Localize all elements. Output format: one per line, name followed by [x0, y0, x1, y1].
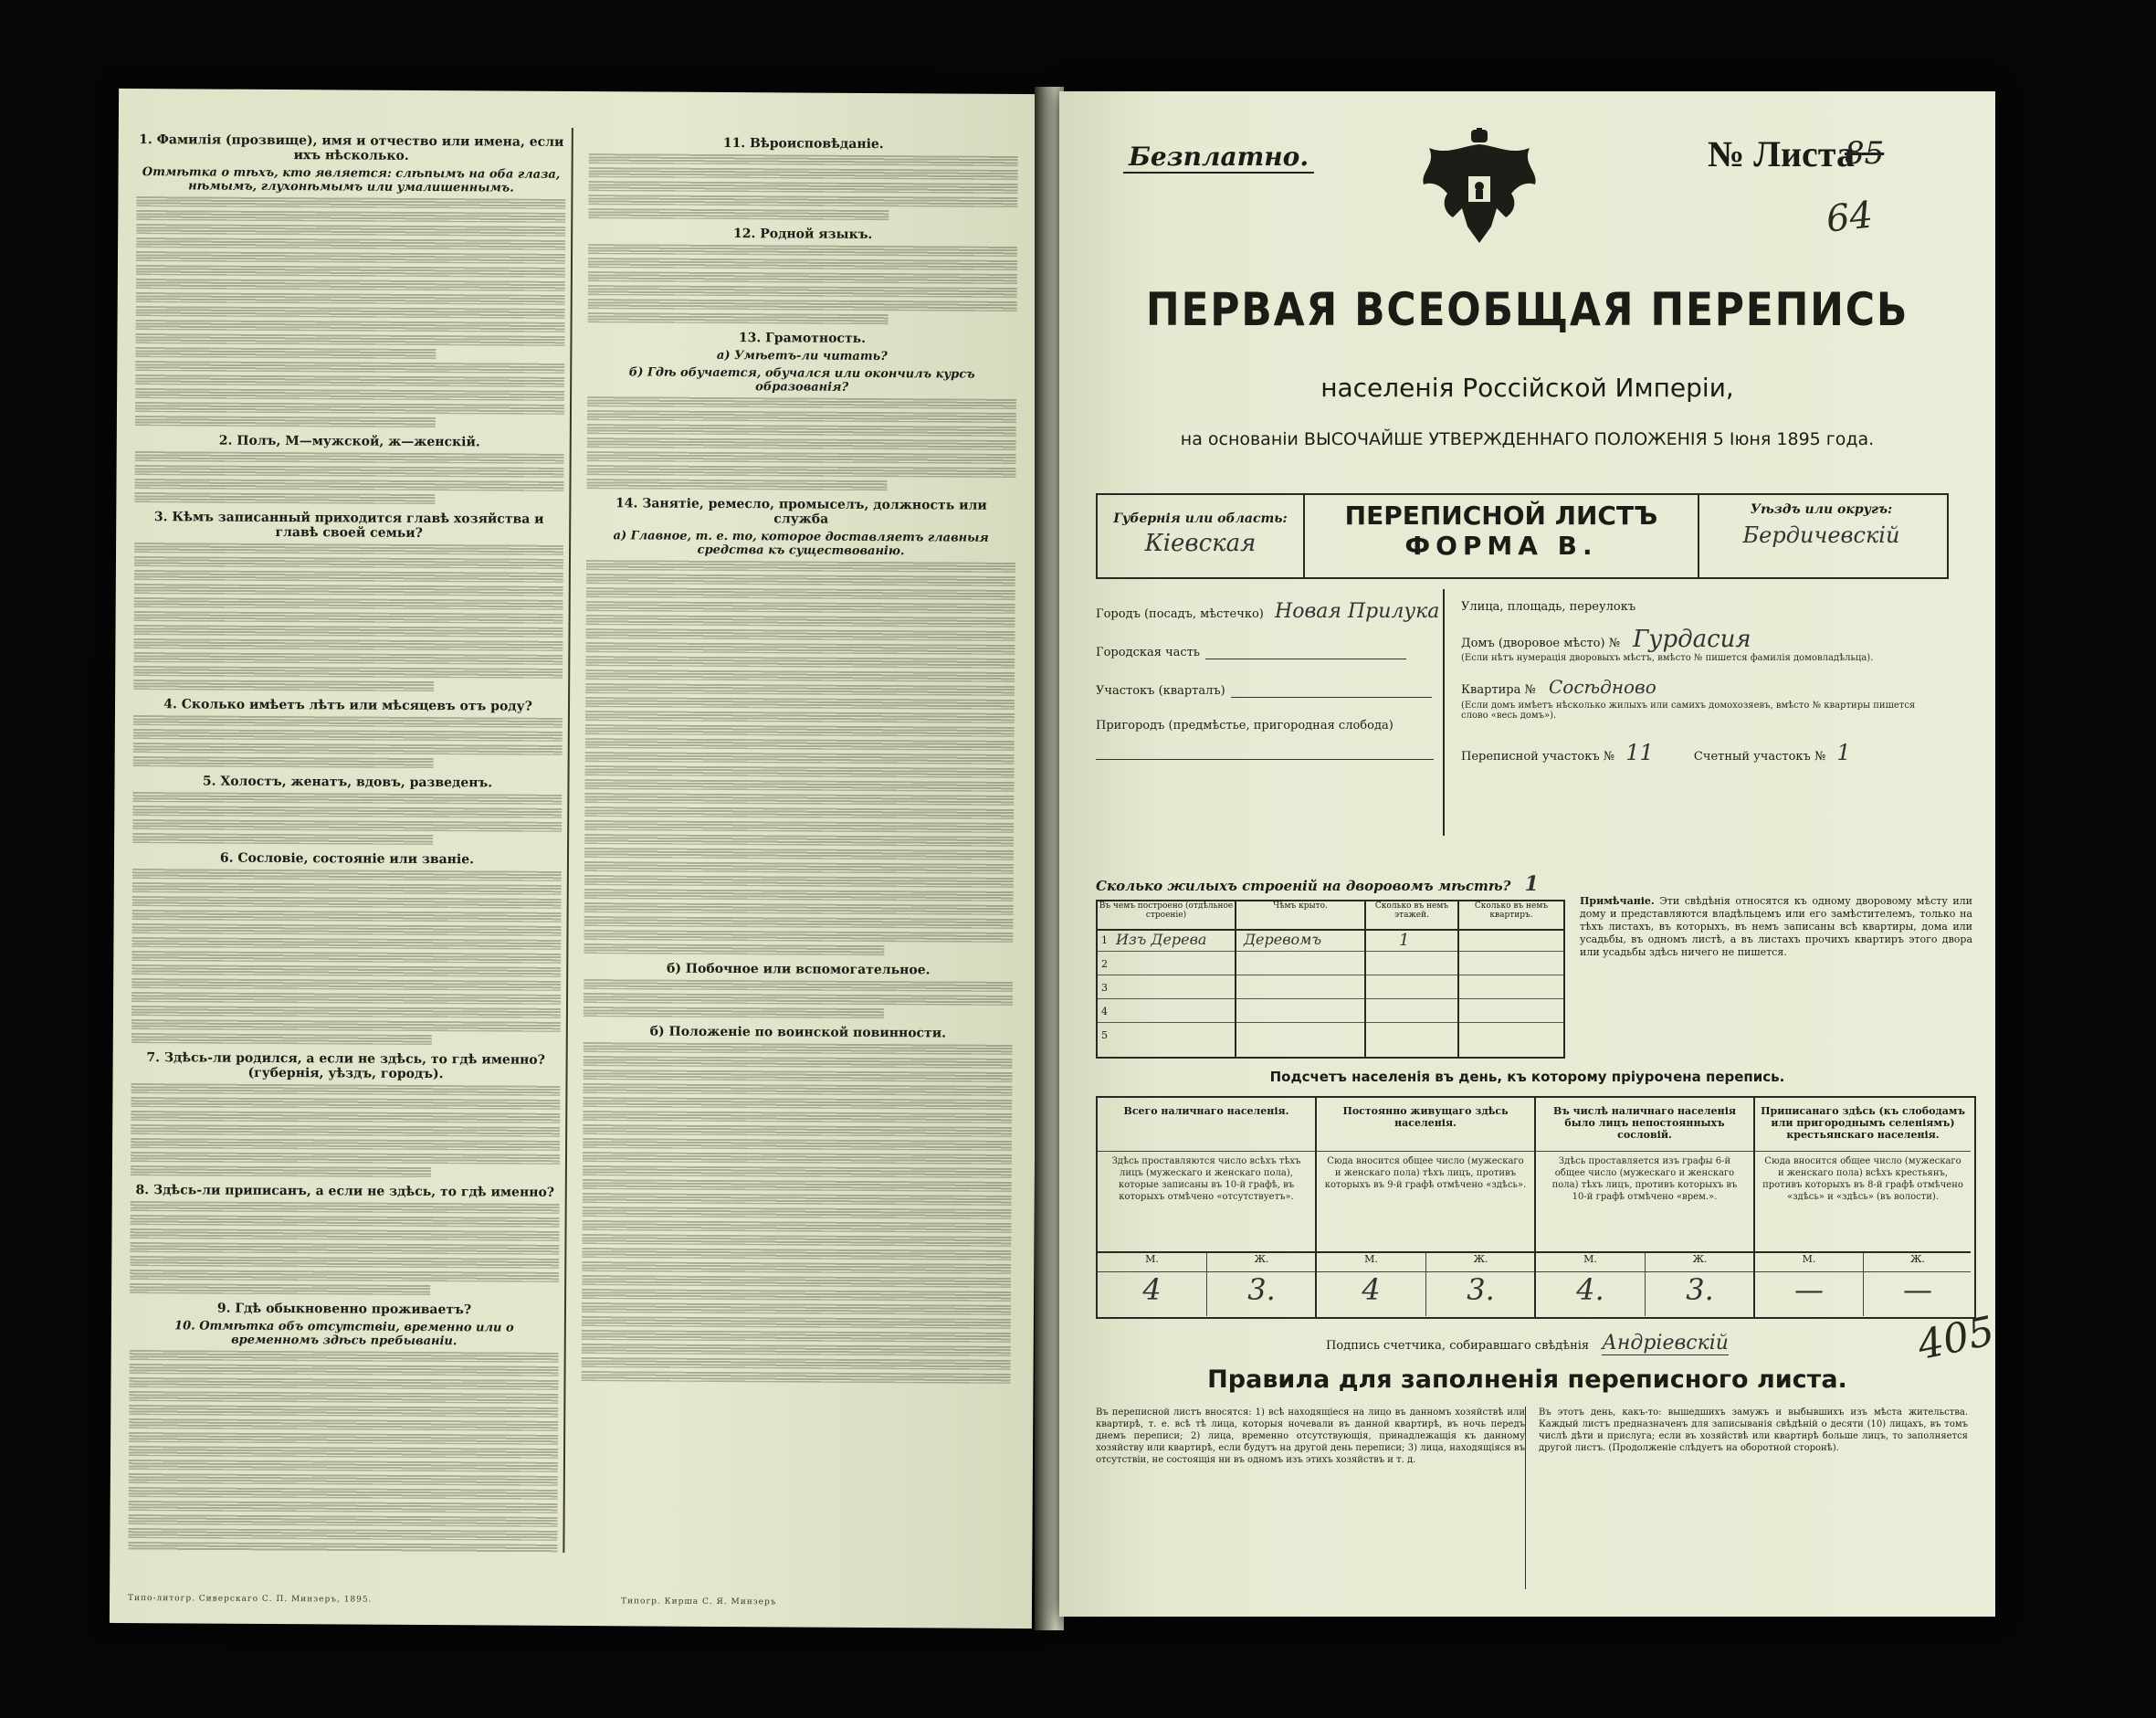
handwritten-number: 405: [1913, 1307, 1999, 1370]
table-row: [1098, 954, 1563, 975]
city-value: Новая Прилука: [1275, 600, 1440, 623]
male-label: М.: [1802, 1253, 1816, 1265]
free-label: Безплатно.: [1123, 142, 1314, 174]
female-label: Ж.: [1425, 1253, 1535, 1271]
male-count: 4.: [1576, 1272, 1604, 1307]
female-label: Ж.: [1206, 1253, 1316, 1271]
form-title-cell: [1303, 495, 1699, 577]
census-main-title: ПЕРВАЯ ВСЕОБЩАЯ ПЕРЕПИСЬ: [1145, 283, 1909, 336]
city-row: [1096, 600, 1439, 623]
heading: б) Гдѣ обучается, обучался или окончилъ курсъ образованія?: [628, 365, 975, 395]
form-header-band: [1096, 493, 1949, 579]
heading: 12. Родной языкъ.: [732, 227, 873, 242]
signature-label: Подпись счетчика, собиравшаго свѣдѣнія: [1326, 1339, 1590, 1353]
row-number: 1: [1101, 934, 1108, 946]
apartment-note: (Если домъ имѣетъ нѣсколько жилыхъ или самихъ домохозяевъ, вмѣсто № квартиры пишется слово «весь домъ»).: [1461, 701, 1916, 721]
gubernia-value: Кіевская: [1144, 530, 1257, 557]
heading: 10. Отмѣтка объ отсутствіи, временно или о временномъ здѣсь пребываніи.: [174, 1319, 514, 1349]
table-row: [1098, 1026, 1563, 1046]
count-col-header: Постоянно живущаго здѣсь населенія.: [1342, 1105, 1509, 1129]
rules-title: Правила для заполненія переписного листа.: [1207, 1365, 1847, 1394]
row-number: 4: [1101, 1006, 1108, 1017]
instructions-column-2: [580, 128, 1018, 1555]
census-subtitle: населенія Россійской Имперіи,: [1320, 373, 1734, 403]
census-form-page: [1059, 91, 1999, 1617]
house-row: [1461, 626, 1751, 653]
house-label: Домъ (дворовое мѣсто) №: [1461, 637, 1621, 650]
house-note: (Если нѣтъ нумерація дворовыхъ мѣстъ, вмѣсто № пишется фамилія домовладѣльца).: [1461, 653, 1874, 663]
heading: 11. Вѣроисповѣданіе.: [722, 135, 884, 153]
female-count: 3.: [1206, 1272, 1316, 1316]
city-label: Городъ (посадъ, мѣстечко): [1096, 607, 1264, 621]
census-section-label: Переписной участокъ №: [1461, 750, 1615, 764]
count-column: [1755, 1098, 1971, 1317]
census-section-value: 11: [1625, 740, 1654, 765]
male-label: М.: [1145, 1253, 1159, 1265]
printer-imprint-left: Типо-литогр. Сиверскаго С. П. Минзеръ, 1895.: [128, 1594, 373, 1605]
signature-row: [1059, 1332, 1995, 1354]
row-number: 3: [1101, 982, 1108, 994]
table-row: [1098, 978, 1563, 999]
bld-col-header: Въ чемъ построено (отдѣльное строеніе): [1098, 901, 1235, 931]
count-col-description: Сюда вносится общее число (мужескаго и женскаго пола) всѣхъ крестьянъ, противъ которыхъ въ 8-й графѣ отмѣчено «здѣсь» и «здѣсь» (въ волости).: [1755, 1151, 1971, 1246]
section-label: Участокъ (кварталъ): [1096, 684, 1225, 698]
population-count-table: [1096, 1096, 1976, 1319]
sheet-number-handwritten: 64: [1824, 194, 1876, 241]
male-count: 4: [1362, 1272, 1381, 1307]
heading: 7. Здѣсь-ли родился, а если не здѣсь, то гдѣ именно? (губернія, уѣздъ, городъ).: [146, 1050, 545, 1082]
count-col-description: Здѣсь проставляется изъ графы 6-й общее число (мужескаго и женскаго пола) тѣхъ лицъ, противъ которыхъ въ 10-й графѣ отмѣчено «врем.».: [1536, 1151, 1753, 1246]
uezd-value: Бердичевскій: [1742, 522, 1900, 548]
buildings-count-label: Сколько жилыхъ строеній на дворовомъ мѣстѣ?: [1096, 878, 1511, 894]
female-count: 3.: [1425, 1272, 1535, 1316]
buildings-count-row: [1096, 872, 1539, 896]
form-title: ПЕРЕПИСНОЙ ЛИСТЪ: [1344, 501, 1658, 531]
floors: 1: [1399, 931, 1410, 950]
city-part-label: Городская часть: [1096, 646, 1200, 659]
address-block: [1096, 589, 1945, 863]
count-col-header: Всего наличнаго населенія.: [1123, 1105, 1289, 1117]
female-count: —: [1863, 1272, 1972, 1316]
male-label: М.: [1364, 1253, 1378, 1265]
heading: 4. Сколько имѣетъ лѣтъ или мѣсяцевъ отъ роду?: [163, 697, 532, 714]
instructions-column-1: [128, 125, 566, 1553]
table-row: [1098, 1002, 1563, 1023]
heading: 2. Полъ, М—мужской, ж—женскій.: [218, 433, 480, 450]
rules-text-left: Въ переписной листъ вносятся: 1) всѣ находящіеся на лицо въ данномъ хозяйствѣ или квартирѣ, т. е. всѣ тѣ лица, которыя ночевали въ данной квартирѣ, въ ночь передъ днемъ переписи; 2) лица, временно отсутствующія, принадлежащія къ данному хозяйству или квартирѣ, если будутъ на другой день переписи; 3) лица, находящіяся въ отсутствіи, не состоящія ни въ одномъ изъ этихъ хозяйствъ и т. д.: [1096, 1407, 1526, 1589]
bld-col-header: Сколько въ немъ квартиръ.: [1459, 901, 1563, 931]
sheet-number-label: № Листа: [1708, 133, 1855, 174]
heading: Отмѣтка о тѣхъ, кто является: слѣпымъ на оба глаза, нѣмымъ, глухонѣмымъ или умалишеннымъ.: [142, 165, 561, 195]
heading: 1. Фамилія (прозвище), имя и отчество или имена, если ихъ нѣсколько.: [139, 132, 564, 163]
census-section-row: [1461, 740, 1851, 765]
bld-col-header: Сколько въ немъ этажей.: [1366, 901, 1457, 931]
heading: б) Положеніе по воинской повинности.: [649, 1024, 947, 1041]
table-row: [1098, 931, 1563, 952]
sheet-number-value: 85: [1845, 135, 1885, 172]
heading: 8. Здѣсь-ли приписанъ, а если не здѣсь, то гдѣ именно?: [135, 1183, 555, 1200]
counter-section-label: Счетный участокъ №: [1693, 750, 1826, 764]
street-label: Улица, площадь, переулокъ: [1461, 600, 1636, 614]
male-count: 4: [1142, 1272, 1162, 1307]
heading: 6. Сословіе, состояніе или званіе.: [219, 850, 475, 868]
female-count: 3.: [1645, 1272, 1754, 1316]
apartment-row: [1461, 676, 1656, 698]
heading: б) Побочное или вспомогательное.: [666, 961, 931, 978]
count-column: [1317, 1098, 1536, 1317]
city-part-row: [1096, 644, 1406, 659]
uezd-label: Уѣздъ или округъ:: [1750, 502, 1893, 517]
count-col-header: Въ числѣ наличнаго населенія было лицъ непостоянныхъ сословій.: [1552, 1105, 1736, 1141]
buildings-count-value: 1: [1524, 872, 1539, 896]
gubernia-cell: [1098, 495, 1303, 577]
uezd-cell: [1696, 495, 1947, 577]
apartment-label: Квартира №: [1461, 683, 1536, 697]
suburb-line: [1096, 743, 1434, 760]
count-col-description: Здѣсь проставляются число всѣхъ тѣхъ лицъ (мужескаго и женскаго пола), которые записаны въ 10-й графѣ, въ которыхъ отмѣчено «отсутствуетъ».: [1098, 1151, 1315, 1246]
printer-imprint-right: Типогр. Кирша С. Я. Минзеръ: [621, 1597, 777, 1607]
signature-value: Андріевскій: [1602, 1332, 1729, 1354]
legal-basis-line: на основаніи ВЫСОЧАЙШЕ УТВЕРЖДЕННАГО ПОЛОЖЕНІЯ 5 Іюня 1895 года.: [1180, 429, 1875, 449]
count-column: [1098, 1098, 1317, 1317]
address-left: [1096, 589, 1445, 836]
left-page: [110, 89, 1041, 1628]
row-number: 2: [1101, 958, 1108, 970]
heading: 13. Грамотность.: [738, 331, 867, 346]
count-col-description: Сюда вносится общее число (мужескаго и женскаго пола) тѣхъ лицъ, противъ которыхъ въ 9-й графѣ отмѣчено «здѣсь».: [1317, 1151, 1534, 1246]
row-number: 5: [1101, 1029, 1108, 1041]
note-paragraph: [1580, 895, 1972, 959]
female-label: Ж.: [1863, 1253, 1972, 1271]
bld-col-header: Чѣмъ крыто.: [1236, 901, 1364, 931]
heading: 5. Холостъ, женатъ, вдовъ, разведенъ.: [202, 774, 493, 791]
gubernia-label: Губернія или область:: [1113, 511, 1288, 526]
note-body: Эти свѣдѣнія относятся къ одному дворовому мѣсту или дому и представляются владѣльцемъ или его замѣстителемъ, только на тѣхъ листахъ, въ которыхъ, въ немъ записаны всѣ квартиры, дома или усадьбы, въ одномъ листѣ, а въ листахъ прочихъ квартиръ этого двора или усадьбы здѣсь ничего не пишется.: [1580, 895, 1972, 958]
heading: 9. Гдѣ обыкновенно проживаетъ?: [216, 1301, 472, 1318]
heading: а) Главное, т. е. то, которое доставляетъ главныя средства къ существованію.: [613, 529, 989, 559]
count-caption: Подсчетъ населенія въ день, къ которому пріурочена перепись.: [1269, 1069, 1785, 1085]
section-row: [1096, 682, 1432, 698]
count-col-header: Приписанаго здѣсь (къ слободамъ или пригороднымъ селеніямъ) крестьянскаго населенія.: [1761, 1105, 1965, 1141]
heading: 14. Занятіе, ремесло, промыселъ, должность или служба: [615, 496, 987, 527]
buildings-table: [1096, 900, 1565, 1059]
male-count: —: [1794, 1272, 1824, 1307]
house-value: Гурдасия: [1633, 626, 1751, 653]
counter-section-value: 1: [1836, 740, 1851, 765]
built-of: Изъ Дерева: [1116, 931, 1207, 948]
rules-text-right: Въ этотъ день, какъ-то: вышедшихъ замужъ и выбывшихъ изъ мѣста жительства. Каждый листъ предназначенъ для записыванія свѣдѣній о десяти (10) лицахъ, въ томъ числѣ дѣти и прислуга; если въ хозяйствѣ или квартирѣ больше лицъ, то заполняется другой листъ. (Продолженіе слѣдуетъ на оборотной сторонѣ).: [1539, 1407, 1968, 1453]
female-label: Ж.: [1645, 1253, 1754, 1271]
note-title: Примѣчаніе.: [1580, 895, 1655, 907]
street-row: [1461, 600, 1635, 614]
count-column: [1536, 1098, 1755, 1317]
roof: Деревомъ: [1244, 931, 1322, 948]
imperial-eagle-emblem-icon: [1411, 128, 1548, 247]
suburb-row: [1096, 719, 1394, 733]
apartment-value: Сосѣдново: [1548, 676, 1656, 698]
male-label: М.: [1583, 1253, 1597, 1265]
suburb-label: Пригородъ (предмѣстье, пригородная слобода): [1096, 719, 1394, 733]
form-name: ФОРМА В.: [1404, 531, 1598, 561]
heading: а) Умѣетъ-ли читать?: [716, 348, 888, 364]
heading: 3. Кѣмъ записанный приходится главѣ хозяйства и главѣ своей семьи?: [153, 510, 544, 541]
